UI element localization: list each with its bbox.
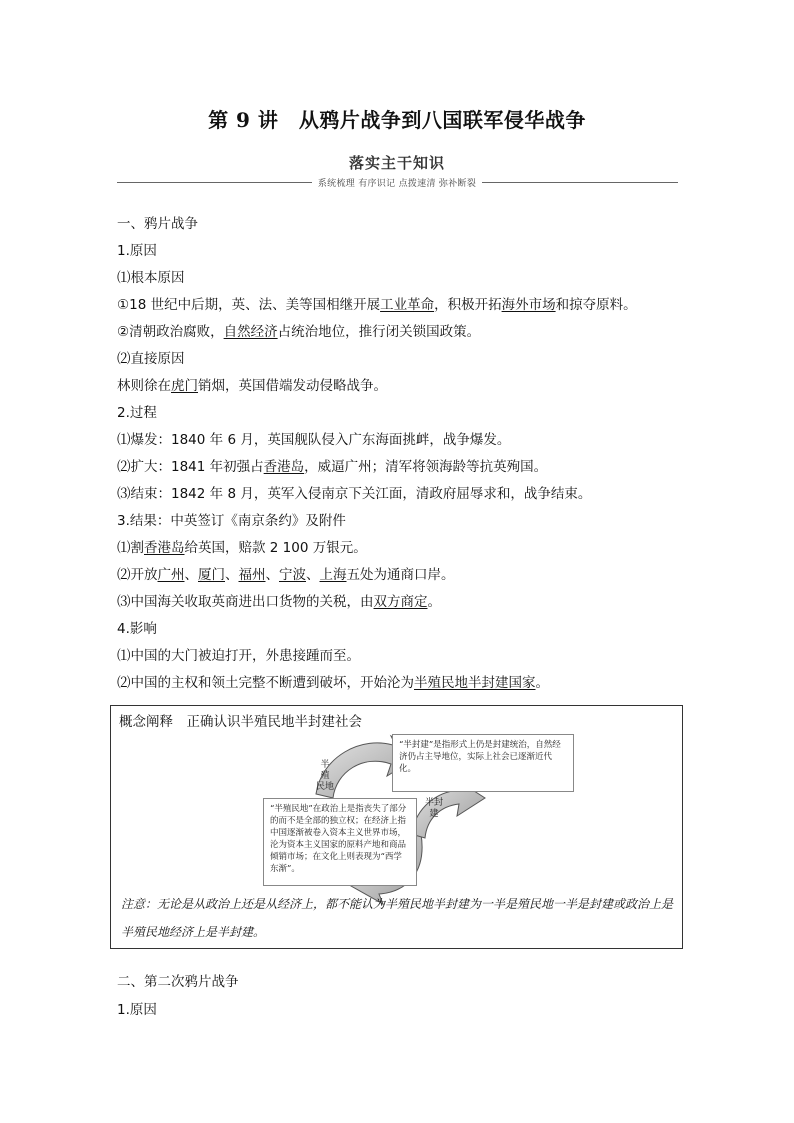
text-line [117,323,480,341]
heading-impact: 4.影响 [117,621,157,637]
key-term: 香港岛 [263,459,305,475]
text-line [117,593,441,611]
text-span: ②清朝政治腐败， [117,324,224,340]
arrow-label-semi-colonial: 半 殖 民地 [315,760,334,792]
key-term: 虎门 [171,378,198,394]
text-span: 。 [535,675,549,691]
key-term: 海外市场 [501,297,556,313]
text-line [117,377,387,395]
text-span: ⑵开放 [117,567,158,583]
heading-causes-2: 1.原因 [117,1002,157,1018]
text-span: ⑴割 [117,540,144,556]
key-term: 上海 [319,567,347,583]
text-line: ⑶结束：1842 年 8 月，英军入侵南京下关江面，清政府屈辱求和，战争结束。 [117,486,592,502]
heading-root-cause: ⑴根本原因 [117,270,185,286]
text-line [117,539,367,557]
text-span: 、 [265,567,279,583]
heading-causes: 1.原因 [117,243,157,259]
text-span: ①18 世纪中后期，英、法、美等国相继开展 [117,297,381,313]
key-term: 香港岛 [144,540,185,556]
heading-opium-war: 一、鸦片战争 [117,216,198,232]
text-span: ⑶中国海关收取英商进出口货物的关税，由 [117,594,374,610]
text-line: ⑴中国的大门被迫打开，外患接踵而至。 [117,648,360,664]
page-title: 第 9 讲 从鸦片战争到八国联军侵华战争 [208,108,586,132]
text-span: 。 [427,594,441,610]
text-line [117,674,549,692]
section-subtitle: 系统梳理 有序识记 点拨速清 弥补断裂 [317,179,477,189]
card-semi-colonial: “半殖民地”在政治上是指丧失了部分的而不是全部的独立权；在经济上指中国逐渐被卷入资本主义世界市场，沦为资本主义国家的原料产地和商品倾销市场；在文化上则表现为“西学东渐”。 [263,798,417,886]
concept-box [110,705,683,949]
text-line [117,296,637,314]
text-line [117,566,455,584]
key-term: 工业革命 [380,297,435,313]
text-span: 、 [306,567,320,583]
heading-process: 2.过程 [117,405,157,421]
text-span: ，威逼广州；清军将领海龄等抗英殉国。 [304,459,548,475]
divider-right [482,182,678,183]
key-term: 福州 [238,567,266,583]
text-span: 给英国，赔款 2 100 万银元。 [184,540,367,556]
divider-left [117,182,312,183]
key-term: 宁波 [279,567,306,583]
heading-results: 3.结果：中英签订《南京条约》及附件 [117,513,346,529]
text-span: 和掠夺原料。 [555,297,637,313]
section-heading: 落实主干知识 [348,154,445,172]
key-term: 双方商定 [373,594,428,610]
card-semi-feudal: “半封建”是指形式上仍是封建统治，自然经济仍占主导地位，实际上社会已逐渐近代化。 [392,734,574,792]
key-term: 广州 [157,567,185,583]
text-span: 、 [184,567,198,583]
text-span: 五处为通商口岸。 [346,567,455,583]
heading-second-opium-war: 二、第二次鸦片战争 [117,974,239,990]
heading-direct-cause: ⑵直接原因 [117,351,185,367]
text-line: ⑴爆发：1840 年 6 月，英国舰队侵入广东海面挑衅，战争爆发。 [117,432,511,448]
arrow-label-semi-feudal: 半封 建 [424,798,443,819]
text-line [117,458,547,476]
key-term: 厦门 [198,567,225,583]
key-term: 自然经济 [223,324,278,340]
text-span: ⑵中国的主权和领土完整不断遭到破坏，开始沦为 [117,675,414,691]
text-span: ，积极开拓 [434,297,502,313]
concept-note: 注意：无论是从政治上还是从经济上，都不能认为半殖民地半封建为一半是殖民地一半是封建或政治上是半殖民地经济上是半封建。 [121,897,674,939]
text-span: 占统治地位，推行闭关锁国政策。 [277,324,481,340]
text-span: 、 [225,567,239,583]
text-span: 销烟，英国借端发动侵略战争。 [198,378,387,394]
concept-box-title: 概念阐释 正确认识半殖民地半封建社会 [119,714,362,730]
text-span: ⑵扩大：1841 年初强占 [117,459,264,475]
key-term: 半殖民地半封建国家 [414,675,536,691]
text-span: 林则徐在 [117,378,171,394]
